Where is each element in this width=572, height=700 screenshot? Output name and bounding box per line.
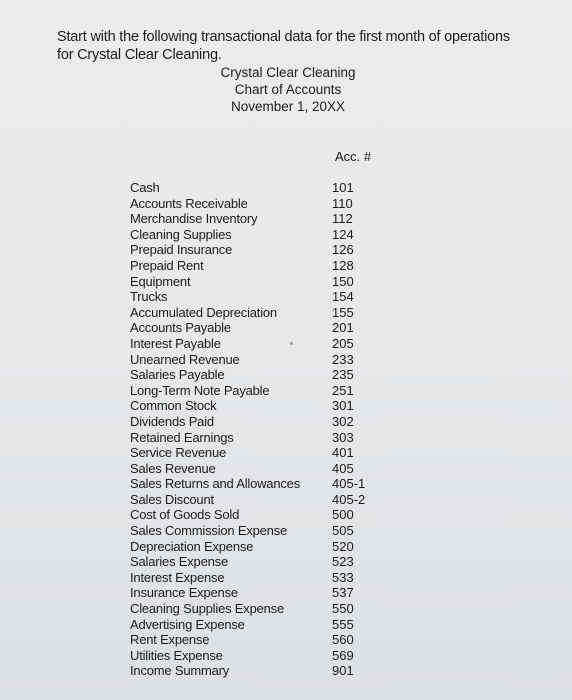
- account-number: 505: [332, 523, 354, 539]
- account-number: 124: [332, 226, 354, 242]
- account-name: Salaries Payable: [130, 367, 225, 383]
- account-name: Accounts Receivable: [130, 195, 248, 211]
- account-number: 401: [332, 445, 354, 461]
- account-number: 101: [332, 180, 354, 195]
- account-row: [0, 648, 572, 664]
- chart-title: Chart of Accounts: [234, 82, 342, 97]
- account-name: Insurance Expense: [130, 585, 238, 601]
- account-row: [0, 585, 572, 601]
- account-row: [0, 461, 572, 477]
- account-number: 301: [332, 398, 354, 414]
- account-name: Trucks: [130, 289, 168, 305]
- account-name: Service Revenue: [130, 445, 226, 461]
- account-name: Cleaning Supplies Expense: [130, 601, 284, 617]
- account-number: 533: [332, 569, 354, 585]
- company-name: Crystal Clear Cleaning: [220, 65, 356, 80]
- account-number: 520: [332, 538, 354, 554]
- account-number: 569: [332, 647, 354, 663]
- account-name: Interest Payable: [130, 335, 221, 351]
- account-row: [0, 601, 572, 617]
- account-row: [0, 367, 572, 383]
- account-number: 126: [332, 242, 354, 258]
- account-row: [0, 336, 572, 352]
- account-row: [0, 414, 572, 430]
- account-number: 235: [332, 367, 354, 383]
- account-row: [0, 305, 572, 321]
- account-row: [0, 258, 572, 274]
- account-number: 303: [332, 429, 354, 445]
- account-row: [0, 211, 572, 227]
- account-name: Unearned Revenue: [130, 351, 240, 367]
- account-name: Equipment: [130, 273, 191, 289]
- account-name: Utilities Expense: [130, 647, 223, 663]
- account-number: 233: [332, 351, 354, 367]
- account-name: Cash: [130, 180, 160, 195]
- account-row: [0, 320, 572, 336]
- account-name: Sales Discount: [130, 491, 214, 507]
- account-name: Advertising Expense: [130, 616, 245, 632]
- account-name: Long-Term Note Payable: [130, 382, 270, 398]
- account-name: Sales Commission Expense: [130, 523, 288, 539]
- account-name: Retained Earnings: [130, 429, 234, 445]
- account-name: Cost of Goods Sold: [130, 507, 240, 523]
- accounts-list: [0, 180, 572, 679]
- account-name: Sales Revenue: [130, 460, 216, 476]
- account-number: 110: [332, 195, 353, 211]
- account-row: [0, 523, 572, 539]
- account-number: 405-2: [332, 491, 366, 507]
- account-name: Cleaning Supplies: [130, 226, 232, 242]
- account-number: 251: [332, 382, 354, 398]
- account-row: [0, 570, 572, 586]
- account-number: 901: [332, 663, 354, 679]
- account-number: 302: [332, 413, 354, 429]
- account-row: [0, 663, 572, 679]
- account-row: [0, 227, 572, 243]
- chart-heading: [188, 64, 388, 115]
- account-number: 128: [332, 257, 354, 273]
- account-number: 523: [332, 554, 354, 570]
- account-number: 205: [332, 335, 354, 351]
- account-number: 405: [332, 460, 354, 476]
- account-row: [0, 289, 572, 305]
- account-name: Prepaid Insurance: [130, 242, 233, 258]
- account-number: 555: [332, 616, 354, 632]
- account-name: Interest Expense: [130, 569, 225, 585]
- chart-date: November 1, 20XX: [230, 99, 346, 114]
- account-row: [0, 398, 572, 414]
- account-name: Accumulated Depreciation: [130, 304, 277, 320]
- account-row: [0, 383, 572, 399]
- account-number: 150: [332, 273, 354, 289]
- account-number: 405-1: [332, 476, 366, 492]
- account-number: 550: [332, 601, 354, 617]
- account-row: [0, 539, 572, 555]
- account-number: 155: [332, 304, 354, 320]
- account-row: [0, 242, 572, 258]
- account-row: [0, 476, 572, 492]
- account-row: [0, 196, 572, 212]
- account-row: [0, 180, 572, 196]
- account-number-header: Acc. #: [334, 149, 372, 164]
- account-number: 112: [332, 211, 353, 227]
- account-name: Dividends Paid: [130, 413, 214, 429]
- account-row: [0, 445, 572, 461]
- account-name: Prepaid Rent: [130, 257, 204, 273]
- account-row: [0, 492, 572, 508]
- account-number: 154: [332, 289, 354, 305]
- account-row: [0, 554, 572, 570]
- account-number: 560: [332, 632, 354, 648]
- account-row: [0, 632, 572, 648]
- account-name: Depreciation Expense: [130, 538, 254, 554]
- speck: [290, 342, 293, 345]
- account-row: [0, 430, 572, 446]
- account-row: [0, 617, 572, 633]
- account-name: Income Summary: [130, 663, 230, 679]
- account-number: 201: [332, 320, 354, 336]
- account-name: Accounts Payable: [130, 320, 231, 336]
- account-row: [0, 352, 572, 368]
- account-row: [0, 507, 572, 523]
- account-number: 537: [332, 585, 354, 601]
- account-number: 500: [332, 507, 354, 523]
- account-name: Salaries Expense: [130, 554, 228, 570]
- account-name: Sales Returns and Allowances: [130, 476, 301, 492]
- account-name: Common Stock: [130, 398, 217, 414]
- account-name: Merchandise Inventory: [130, 211, 258, 227]
- account-row: [0, 274, 572, 290]
- account-name: Rent Expense: [130, 632, 210, 648]
- intro-text: Start with the following transactional data for the first month of operations for Crystal Clear Cleaning.: [57, 29, 510, 63]
